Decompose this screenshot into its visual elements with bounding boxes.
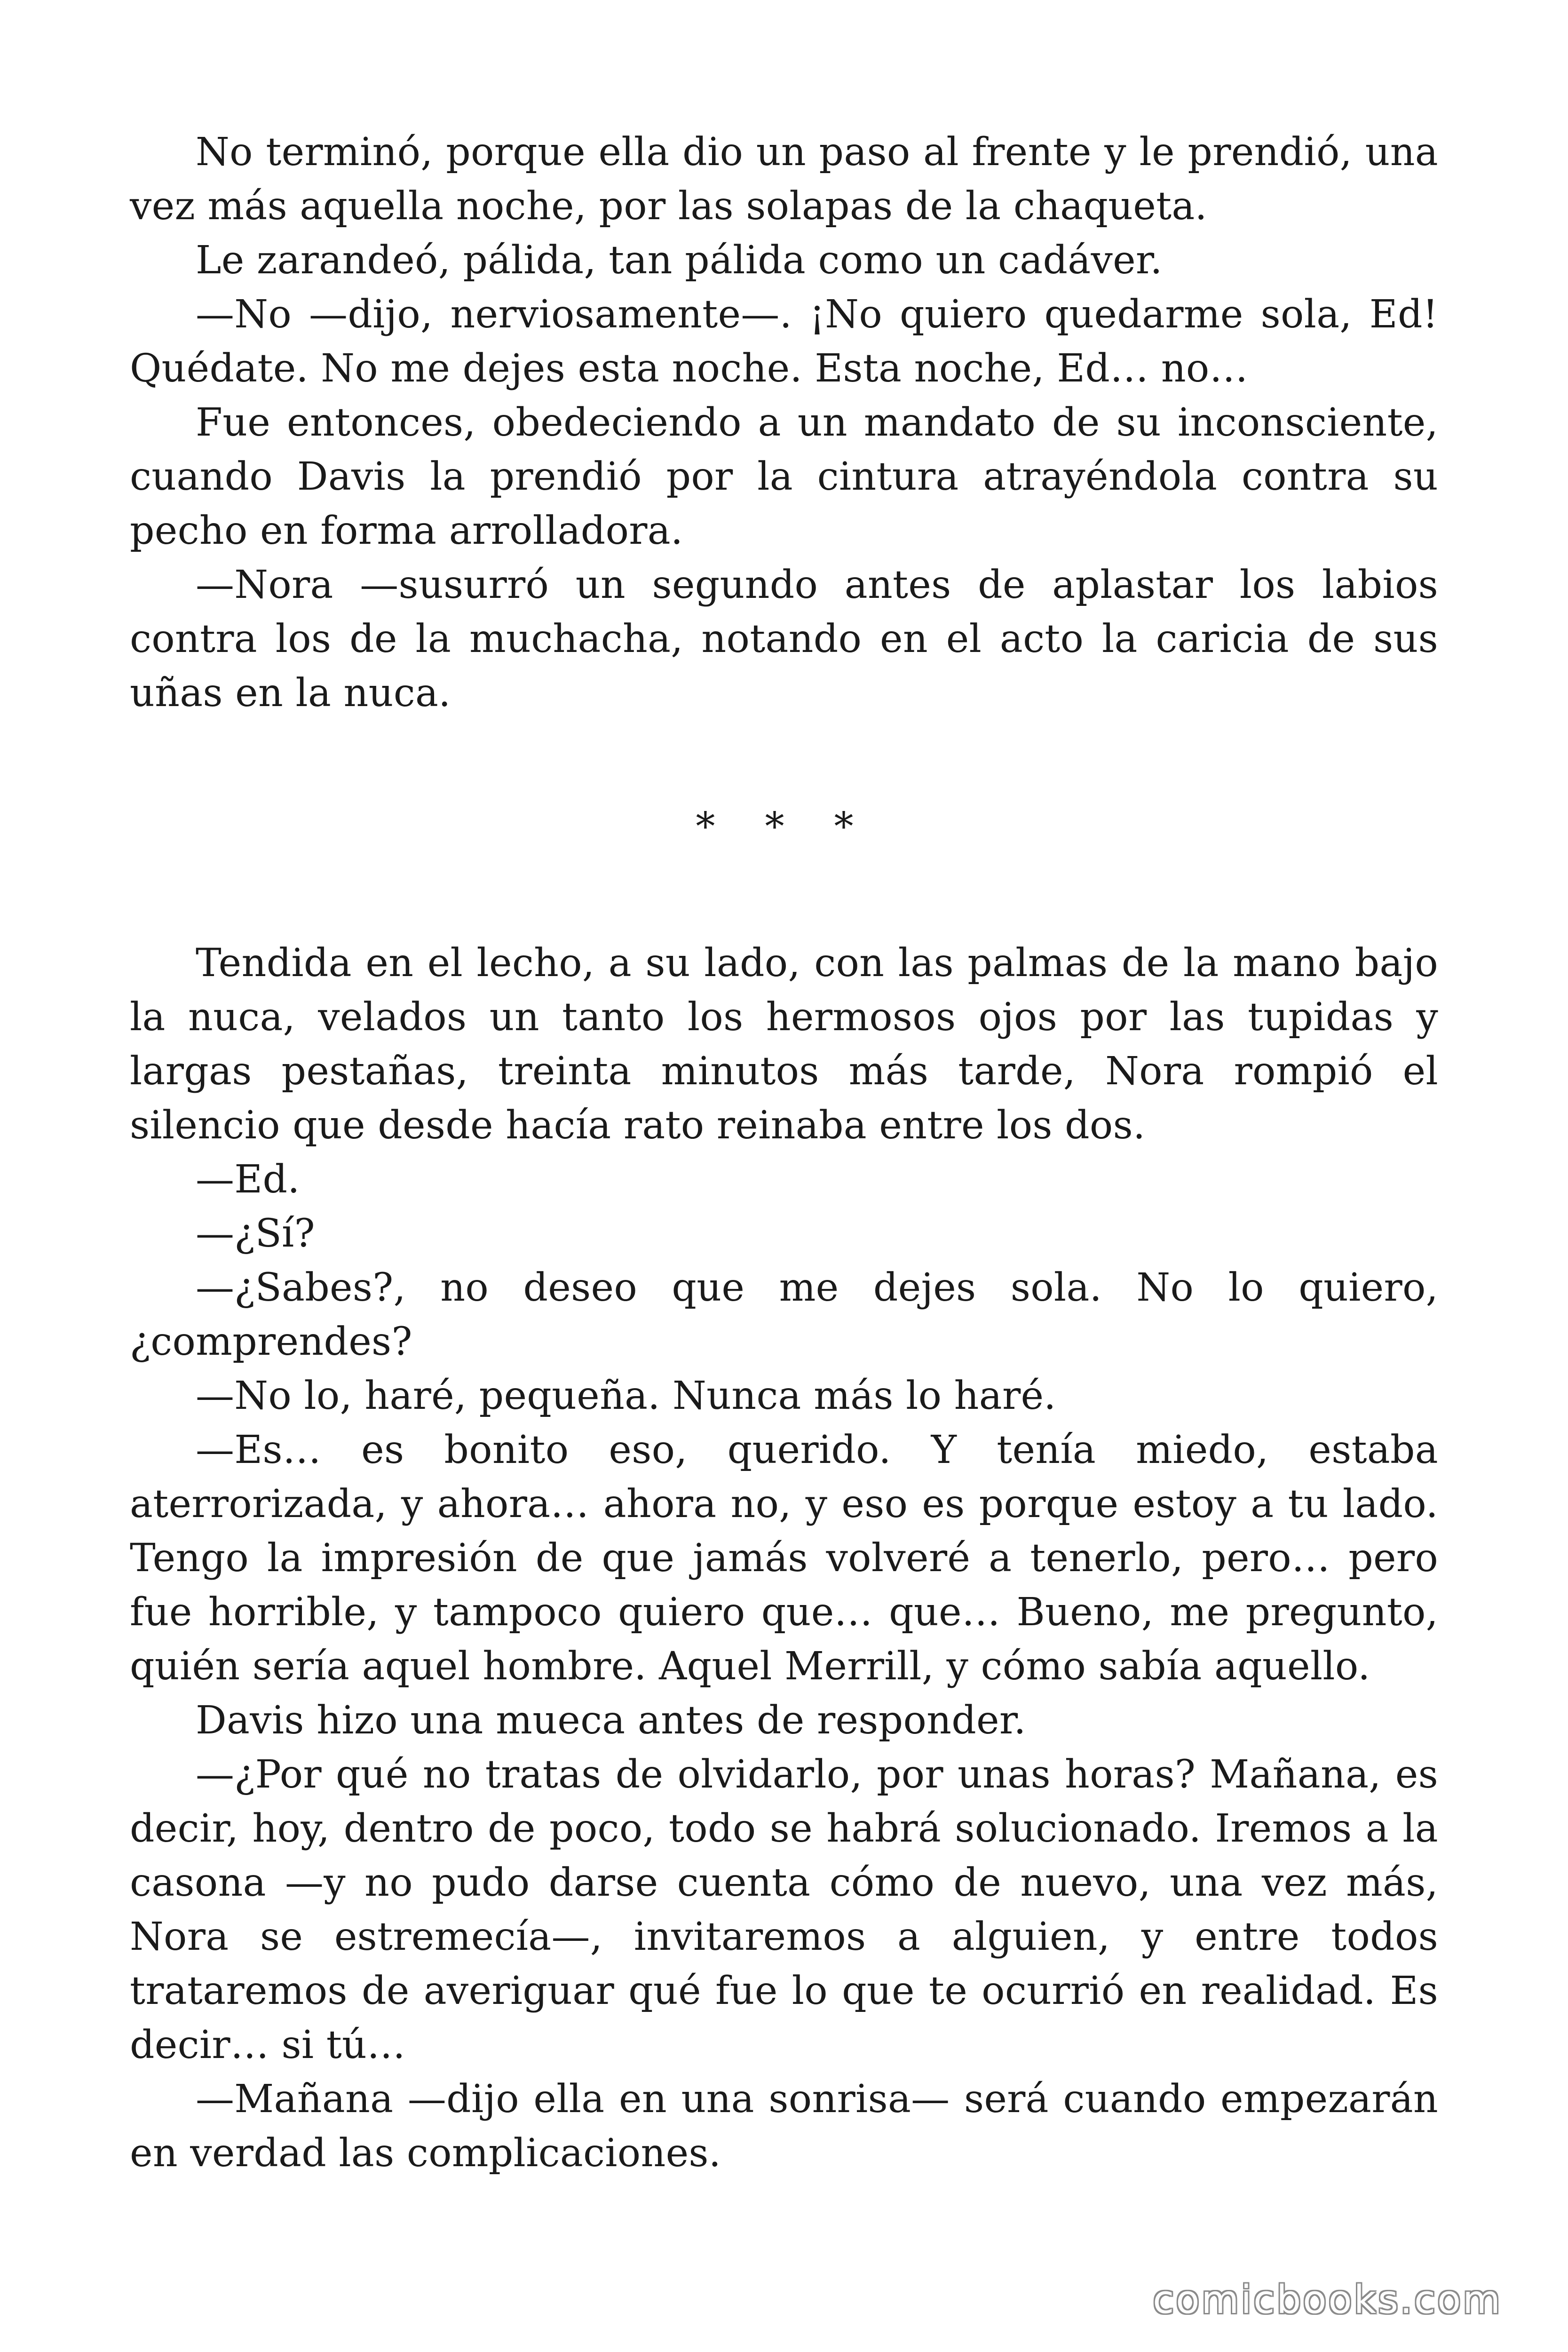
watermark: comicbooks.com bbox=[1153, 2278, 1502, 2322]
paragraph: Davis hizo una mueca antes de responder. bbox=[196, 1698, 1026, 1743]
paragraph: —Mañana —dijo ella en una sonrisa— será cuando empezarán en verdad las complicaciones. bbox=[130, 2077, 1438, 2176]
paragraph: Fue entonces, obedeciendo a un mandato de su inconsciente, cuando Davis la prendió por la cintura atrayéndola contra su pecho en forma arrolladora. bbox=[130, 400, 1438, 553]
paragraph: —¿Sabes?, no deseo que me dejes sola. No lo quiero, ¿comprendes? bbox=[130, 1265, 1438, 1364]
paragraph: —Es… es bonito eso, querido. Y tenía miedo, estaba aterrorizada, y ahora… ahora no, y eso es porque estoy a tu lado. Tengo la impresión de que jamás volveré a tenerlo, pero… pero fue horrible, y tampoco quiero que… que… Bueno, me pregunto, quién sería aquel hombre. Aquel Merrill, y cómo sabía aquello. bbox=[130, 1428, 1438, 1689]
paragraph: Tendida en el lecho, a su lado, con las palmas de la mano bajo la nuca, velados un tanto los hermosos ojos por las tupidas y largas pestañas, treinta minutos más tarde, Nora rompió el silencio que desde hacía rato reinaba entre los dos. bbox=[130, 941, 1438, 1148]
text-section-after-break bbox=[130, 936, 1438, 2180]
paragraph: —¿Sí? bbox=[196, 1211, 315, 1256]
scene-break-asterisks: * * * bbox=[696, 804, 872, 849]
paragraph: —Nora —susurró un segundo antes de aplastar los labios contra los de la muchacha, notando en el acto la caricia de sus uñas en la nuca. bbox=[130, 563, 1438, 715]
paragraph: —No lo, haré, pequeña. Nunca más lo haré. bbox=[196, 1374, 1056, 1418]
paragraph: —No —dijo, nerviosamente—. ¡No quiero quedarme sola, Ed! Quédate. No me dejes esta noche. Esta noche, Ed… no… bbox=[130, 292, 1438, 391]
text-section-before-break bbox=[130, 125, 1438, 720]
paragraph: —Ed. bbox=[196, 1157, 300, 1202]
paragraph: Le zarandeó, pálida, tan pálida como un cadáver. bbox=[196, 238, 1163, 283]
paragraph: —¿Por qué no tratas de olvidarlo, por unas horas? Mañana, es decir, hoy, dentro de poco, todo se habrá solucionado. Iremos a la casona —y no pudo darse cuenta cómo de nuevo, una vez más, Nora se estremecía—, invitaremos a alguien, y entre todos trataremos de averiguar qué fue lo que te ocurrió en realidad. Es decir… si tú… bbox=[130, 1752, 1438, 2067]
paragraph: No terminó, porque ella dio un paso al frente y le prendió, una vez más aquella noche, por las solapas de la chaqueta. bbox=[130, 130, 1438, 229]
